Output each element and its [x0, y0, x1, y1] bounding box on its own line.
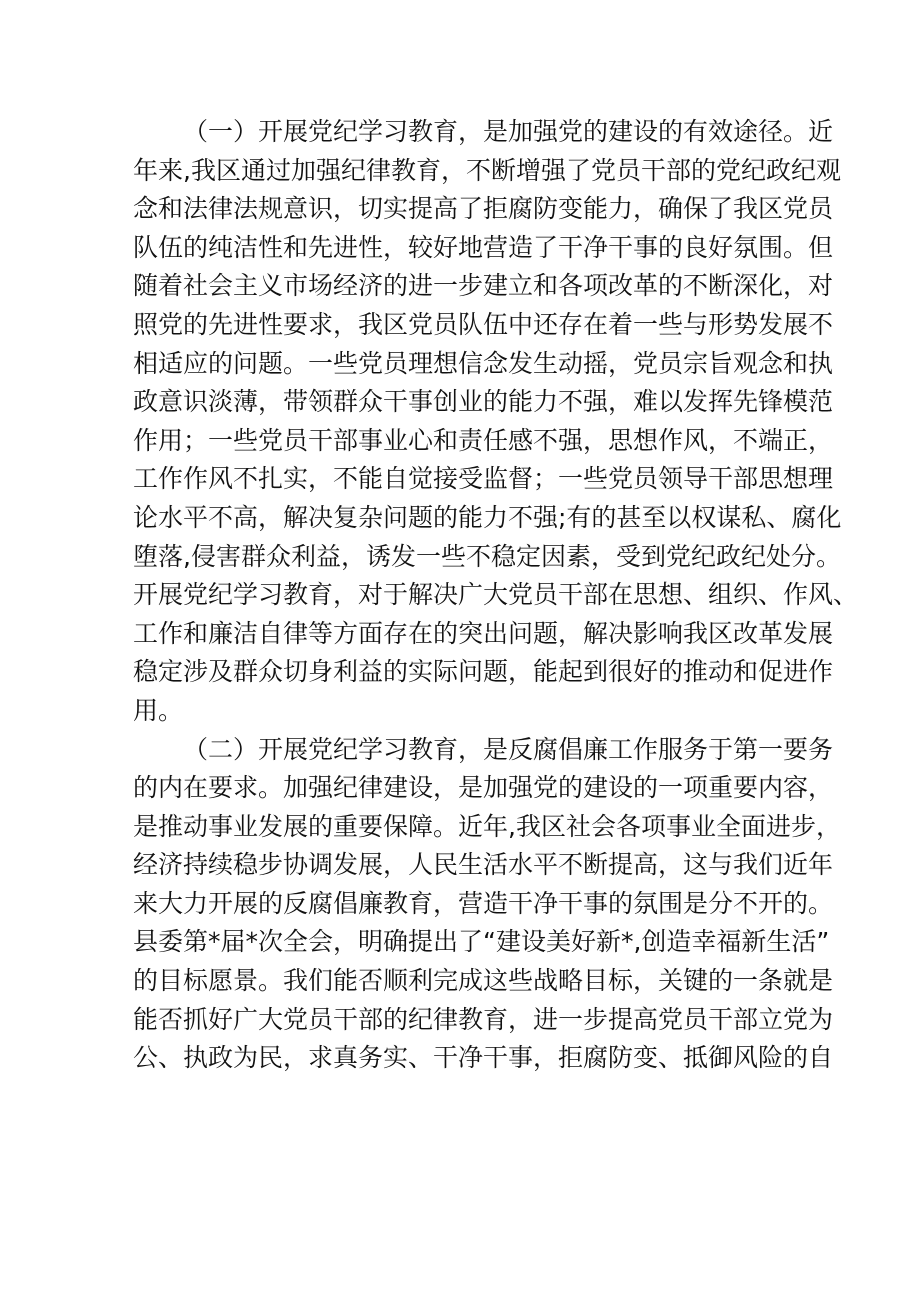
paragraph-2-line: 公、执政为民，求真务实、干净干事，拒腐防变、抵御风险的自	[133, 1043, 834, 1073]
paragraph-1-line: 年来,我区通过加强纪律教育，不断增强了党员干部的党纪政纪观	[133, 155, 841, 185]
paragraph-1-line: 堕落,侵害群众利益，诱发一些不稳定因素，受到党纪政纪处分。	[133, 541, 841, 571]
paragraph-1-line: 随着社会主义市场经济的进一步建立和各项改革的不断深化，对	[133, 271, 834, 301]
paragraph-1-line: 作用；一些党员干部事业心和责任感不强，思想作风，不端正，	[133, 425, 834, 455]
paragraph-2-line: 的内在要求。加强纪律建设，是加强党的建设的一项重要内容，	[133, 773, 834, 803]
paragraph-1-line: 照党的先进性要求，我区党员队伍中还存在着一些与形势发展不	[133, 309, 834, 339]
paragraph-1-line: 工作和廉洁自律等方面存在的突出问题，解决影响我区改革发展	[133, 618, 834, 648]
paragraph-2-line: （二）开展党纪学习教育，是反腐倡廉工作服务于第一要务	[183, 734, 834, 764]
paragraph-1-line: 用。	[133, 695, 184, 725]
paragraph-1-line: 队伍的纯洁性和先进性，较好地营造了干净干事的良好氛围。但	[133, 232, 834, 262]
paragraph-1-line: 稳定涉及群众切身利益的实际问题，能起到很好的推动和促进作	[133, 657, 834, 687]
paragraph-1-line: 工作作风不扎实，不能自觉接受监督；一些党员领导干部思想理	[133, 464, 834, 494]
paragraph-1-line: （一）开展党纪学习教育，是加强党的建设的有效途径。近	[183, 117, 834, 146]
paragraph-1-line: 念和法律法规意识，切实提高了拒腐防变能力，确保了我区党员	[133, 194, 834, 224]
paragraph-2-line: 是推动事业发展的重要保障。近年,我区社会各项事业全面进步，	[133, 811, 841, 841]
paragraph-1-line: 相适应的问题。一些党员理想信念发生动摇，党员宗旨观念和执	[133, 348, 834, 378]
paragraph-1-line: 论水平不高，解决复杂问题的能力不强;有的甚至以权谋私、腐化	[133, 502, 842, 532]
paragraph-1-line: 开展党纪学习教育，对于解决广大党员干部在思想、组织、作风、	[133, 580, 859, 610]
paragraph-2-line: 县委第*届*次全会，明确提出了“建设美好新*,创造幸福新生活”	[133, 927, 830, 957]
paragraph-1-line: 政意识淡薄，带领群众干事创业的能力不强，难以发挥先锋模范	[133, 387, 834, 417]
document-body	[133, 113, 859, 1078]
paragraph-2-line: 来大力开展的反腐倡廉教育，营造干净干事的氛围是分不开的。	[133, 888, 834, 918]
paragraph-2-line: 能否抓好广大党员干部的纪律教育，进一步提高党员干部立党为	[133, 1004, 834, 1034]
paragraph-2-line: 的目标愿景。我们能否顺利完成这些战略目标，关键的一条就是	[133, 966, 834, 996]
paragraph-2-line: 经济持续稳步协调发展，人民生活水平不断提高，这与我们近年	[133, 850, 834, 880]
